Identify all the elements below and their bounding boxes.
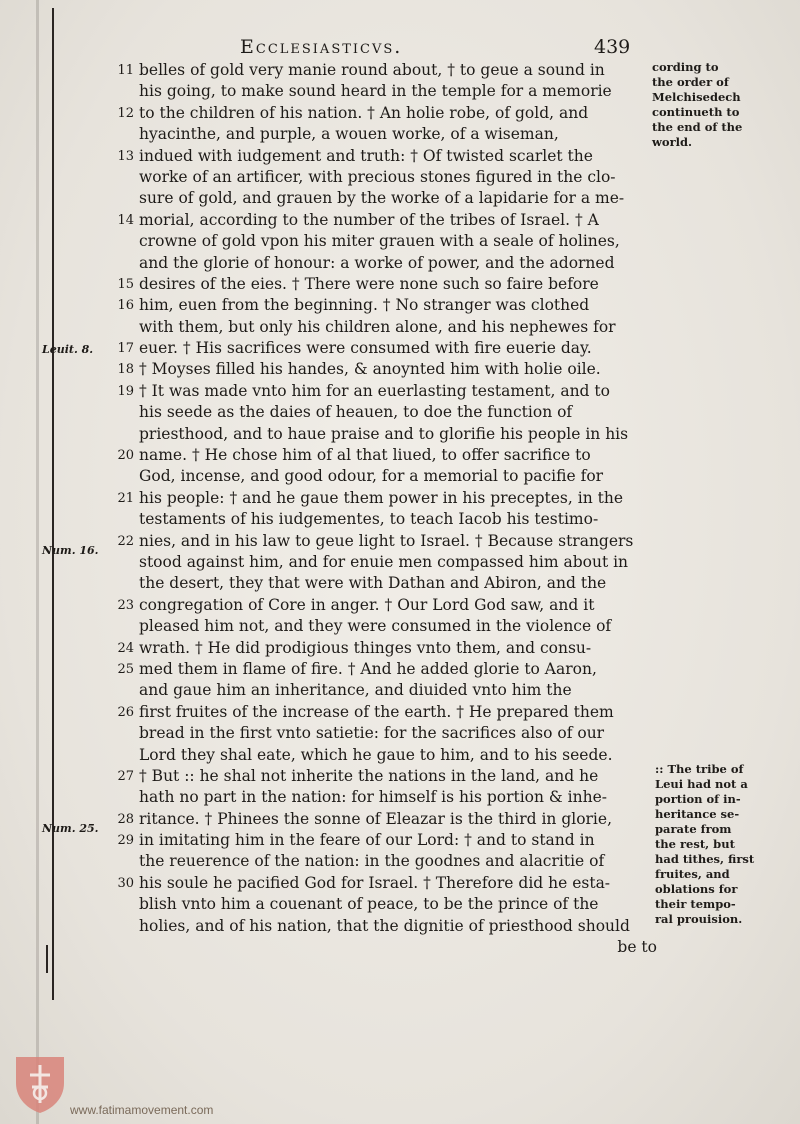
- verse-number: 23: [117, 597, 134, 613]
- text-line: [112, 830, 657, 851]
- side-note-line: their tempo-: [655, 897, 736, 911]
- margin-ref-num16: Num. 16.: [42, 544, 99, 557]
- side-note-line: ral prouision.: [655, 912, 743, 926]
- verse-number: 26: [117, 704, 134, 720]
- text-line: [112, 167, 657, 188]
- margin-ref-num25: Num. 25.: [42, 822, 99, 835]
- line-text: † But :: he shal not inherite the nations in the land, and he: [139, 766, 599, 785]
- line-text: worke of an artificer, with precious stones figured in the clo-: [139, 167, 616, 186]
- line-text: hath no part in the nation: for himself is his portion & inhe-: [139, 788, 607, 807]
- line-text: first fruites of the increase of the earth. † He prepared them: [139, 702, 614, 721]
- verse-number: 27: [117, 768, 134, 784]
- text-line: [112, 402, 657, 423]
- side-note-line: fruites, and: [655, 867, 730, 881]
- text-line: [112, 894, 657, 915]
- text-line: [112, 81, 657, 102]
- text-line: [112, 616, 657, 637]
- fatima-movement-logo-icon: [12, 1053, 68, 1115]
- line-text: bread in the first vnto satietie: for the sacrifices also of our: [139, 724, 605, 743]
- line-text: the desert, they that were with Dathan and Abiron, and the: [139, 574, 607, 593]
- verse-number: 24: [117, 640, 134, 656]
- text-line: [112, 253, 657, 274]
- verse-number: 11: [117, 63, 134, 78]
- line-text: ritance. † Phinees the sonne of Eleazar is the third in glorie,: [139, 809, 612, 828]
- side-note-line: had tithes, first: [655, 852, 755, 866]
- line-text: † It was made vnto him for an euerlasting testament, and to: [139, 381, 610, 400]
- line-text: med them in flame of fire. † And he added glorie to Aaron,: [139, 659, 597, 678]
- line-text: morial, according to the number of the tribes of Israel. † A: [139, 210, 599, 229]
- line-text: hyacinthe, and purple, a wouen worke, of a wiseman,: [139, 125, 559, 144]
- verse-number: 16: [117, 298, 134, 314]
- side-note-line: Leui had not a: [655, 777, 748, 791]
- text-line: [112, 659, 657, 680]
- line-text: † Moyses filled his handes, & anoynted him with holie oile.: [139, 360, 601, 379]
- verse-number: 28: [117, 811, 134, 827]
- line-text: to the children of his nation. † An holie robe, of gold, and: [139, 103, 589, 122]
- line-text: Lord they shal eate, which he gaue to him, and to his seede.: [139, 745, 613, 764]
- verse-number: 14: [117, 212, 134, 228]
- line-text: him, euen from the beginning. † No stranger was clothed: [139, 296, 590, 315]
- text-line: [112, 466, 657, 487]
- footer-url: www.fatimamovement.com: [70, 1103, 214, 1117]
- text-line: [112, 146, 657, 167]
- line-text: the reuerence of the nation: in the goodnes and alacritie of: [139, 852, 605, 871]
- text-line: [112, 274, 657, 295]
- book-title: Ecclesiasticvs.: [240, 36, 403, 58]
- side-note-line: oblations for: [655, 882, 738, 896]
- text-line: [112, 424, 657, 445]
- margin-ref-leuit: Leuit. 8.: [42, 343, 94, 356]
- line-text: testaments of his iudgementes, to teach Iacob his testimo-: [139, 510, 599, 529]
- verse-number: 29: [117, 833, 134, 849]
- verse-number: 21: [117, 490, 134, 506]
- margin-rule: [52, 8, 54, 1000]
- line-text: desires of the eies. † There were none such so faire before: [139, 274, 599, 293]
- line-text: in imitating him in the feare of our Lord: † and to stand in: [139, 831, 595, 850]
- side-note-line: the end of the: [652, 120, 743, 134]
- line-text: his people: † and he gaue them power in his preceptes, in the: [139, 488, 623, 507]
- page-number: 439: [594, 36, 631, 58]
- text-line: [112, 873, 657, 894]
- text-line: [112, 680, 657, 701]
- verse-number: 15: [117, 276, 134, 292]
- line-text: euer. † His sacrifices were consumed with fire euerie day.: [139, 339, 592, 358]
- text-line: [112, 103, 657, 124]
- text-line: [112, 338, 657, 359]
- line-text: congregation of Core in anger. † Our Lord God saw, and it: [139, 595, 595, 614]
- verse-number: 13: [117, 148, 134, 164]
- line-text: his soule he pacified God for Israel. † Therefore did he esta-: [139, 873, 611, 892]
- line-text: priesthood, and to haue praise and to glorifie his people in his: [139, 424, 629, 443]
- margin-rule-short: [46, 945, 48, 973]
- text-line: [112, 445, 657, 466]
- text-line: [112, 787, 657, 808]
- line-text: his going, to make sound heard in the temple for a memorie: [139, 82, 612, 101]
- text-line: [112, 531, 657, 552]
- main-text-column: [112, 60, 657, 958]
- side-note-line: :: The tribe of: [655, 762, 744, 776]
- line-text: pleased him not, and they were consumed in the violence of: [139, 617, 612, 636]
- text-line: [112, 359, 657, 380]
- side-note-line: cording to: [652, 60, 719, 74]
- text-line: [112, 552, 657, 573]
- side-note-line: the rest, but: [655, 837, 735, 851]
- verse-number: 22: [117, 533, 134, 549]
- line-text: his seede as the daies of heauen, to doe the function of: [139, 403, 573, 422]
- text-line: [112, 745, 657, 766]
- text-line: [112, 124, 657, 145]
- text-line: [112, 60, 657, 81]
- verse-number: 20: [117, 448, 134, 464]
- text-line: [112, 851, 657, 872]
- side-note-line: heritance se-: [655, 807, 740, 821]
- text-line: [112, 595, 657, 616]
- line-text: belles of gold very manie round about, † to geue a sound in: [139, 61, 605, 79]
- verse-number: 12: [117, 105, 134, 121]
- binding-shadow: [36, 0, 39, 1124]
- text-line: [112, 317, 657, 338]
- side-note-line: parate from: [655, 822, 732, 836]
- side-note-line: portion of in-: [655, 792, 741, 806]
- text-line: [112, 573, 657, 594]
- line-text: blish vnto him a couenant of peace, to be the prince of the: [139, 895, 599, 914]
- verse-number: 17: [117, 341, 134, 357]
- text-line: [112, 766, 657, 787]
- line-text: nies, and in his law to geue light to Israel. † Because strangers: [139, 531, 634, 550]
- line-text: stood against him, and for enuie men compassed him about in: [139, 552, 629, 571]
- verse-number: 25: [117, 661, 134, 677]
- text-line: [112, 702, 657, 723]
- line-text: with them, but only his children alone, and his nephewes for: [139, 317, 616, 336]
- side-note-line: continueth to: [652, 105, 740, 119]
- side-note-tribe-of-leui: [655, 762, 754, 927]
- text-line: [112, 188, 657, 209]
- text-line: [112, 295, 657, 316]
- verse-number: 18: [117, 362, 134, 378]
- line-text: holies, and of his nation, that the dignitie of priesthood should: [139, 916, 630, 935]
- line-text: name. † He chose him of al that liued, to offer sacrifice to: [139, 446, 591, 465]
- line-text: and gaue him an inheritance, and diuided vnto him the: [139, 681, 572, 700]
- text-line: [112, 723, 657, 744]
- line-text: God, incense, and good odour, for a memorial to pacifie for: [139, 467, 604, 486]
- text-line: [112, 638, 657, 659]
- text-line: [112, 210, 657, 231]
- line-text: sure of gold, and grauen by the worke of a lapidarie for a me-: [139, 189, 625, 208]
- text-line: [112, 381, 657, 402]
- line-text: be to: [617, 938, 657, 957]
- text-line: [112, 488, 657, 509]
- text-line: [112, 937, 657, 958]
- line-text: wrath. † He did prodigious thinges vnto them, and consu-: [139, 638, 592, 657]
- line-text: and the glorie of honour: a worke of power, and the adorned: [139, 253, 615, 272]
- line-text: crowne of gold vpon his miter grauen with a seale of holines,: [139, 232, 620, 251]
- text-line: [112, 809, 657, 830]
- side-note-line: the order of: [652, 75, 729, 89]
- side-note-melchisedech: [652, 60, 742, 150]
- verse-number: 19: [117, 383, 134, 399]
- side-note-line: world.: [652, 135, 693, 149]
- text-line: [112, 231, 657, 252]
- text-line: [112, 916, 657, 937]
- side-note-line: Melchisedech: [652, 90, 741, 104]
- line-text: indued with iudgement and truth: † Of twisted scarlet the: [139, 146, 593, 165]
- verse-number: 30: [117, 875, 134, 891]
- text-line: [112, 509, 657, 530]
- running-header: [0, 34, 800, 62]
